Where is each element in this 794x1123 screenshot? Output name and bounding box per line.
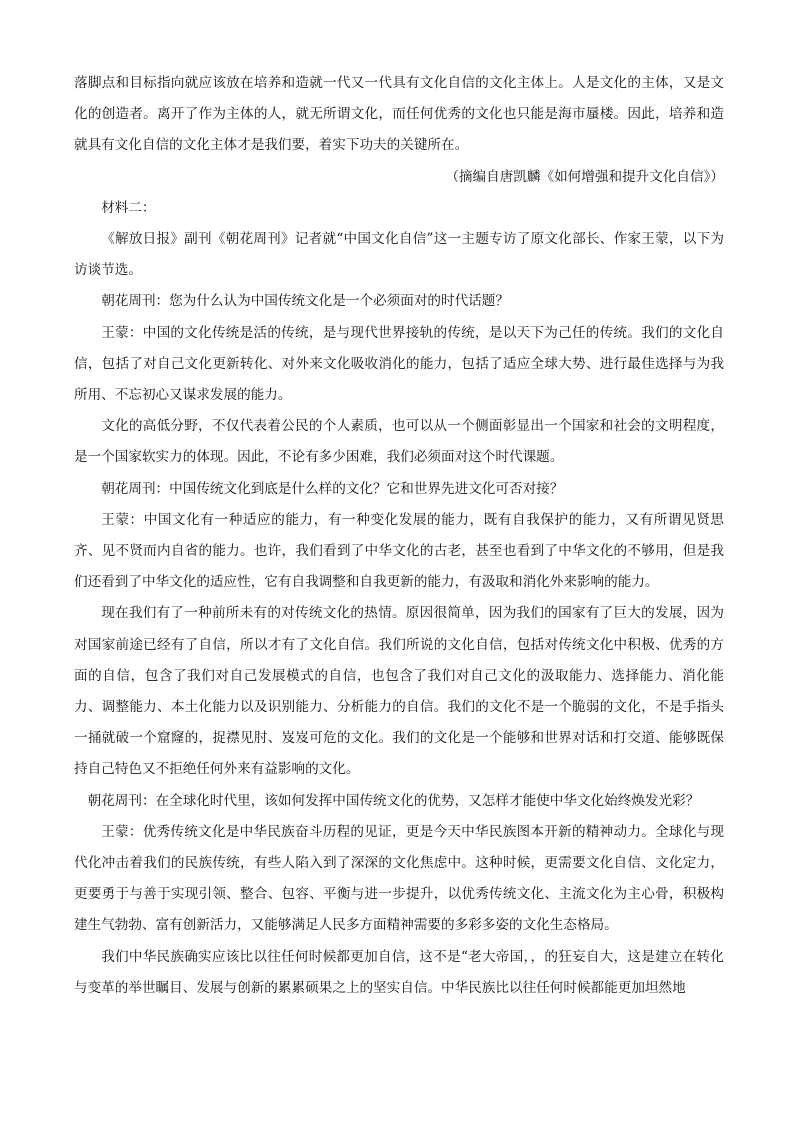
answer-1: 王蒙：中国的文化传统是活的传统，是与现代世界接轨的传统，是以天下为己任的传统。我们的文化自信，包括了对自己文化更新转化、对外来文化吸收消化的能力，包括了适应全球大势、进行最佳选择与为我所用、不忘初心又谋求发展的能力。 bbox=[74, 324, 724, 404]
question-3: 朝花周刊：在全球化时代里，该如何发挥中国传统文化的优势，又怎样才能使中华文化始终焕发光彩？ bbox=[87, 792, 700, 809]
section-heading-material-two: 材料二： bbox=[101, 199, 156, 216]
answer-3: 王蒙：优秀传统文化是中华民族奋斗历程的见证，更是今天中华民族图本开新的精神动力。全球化与现代化冲击着我们的民族传统，有些人陷入到了深深的文化焦虑中。这种时候，更需要文化自信、文化定力，更要勇于与善于实现引领、整合、包容、平衡与进一步提升，以优秀传统文化、主流文化为主心骨，积极构建生气勃勃、富有创新活力，又能够满足人民多方面精神需要的多彩多姿的文化生态格局。 bbox=[74, 823, 724, 934]
answer-2: 王蒙：中国文化有一种适应的能力，有一种变化发展的能力，既有自我保护的能力，又有所谓见贤思齐、见不贤而内自省的能力。也许，我们看到了中华文化的古老，甚至也看到了中华文化的不够用，但是我们还看到了中华文化的适应性，它有自我调整和自我更新的能力，有汲取和消化外来影响的能力。 bbox=[74, 511, 724, 591]
answer-2-continued: 现在我们有了一种前所未有的对传统文化的热情。原因很简单，因为我们的国家有了巨大的发展，因为对国家前途已经有了自信，所以才有了文化自信。我们所说的文化自信，包括对传统文化中积极、优秀的方面的自信，包含了我们对自己发展模式的自信，也包含了我们对自己文化的汲取能力、选择能力、消化能力、调整能力、本土化能力以及识别能力、分析能力的自信。我们的文化不是一个脆弱的文化，不是手指头一捅就破一个窟窿的，捉襟见肘、岌岌可危的文化。我们的文化是一个能够和世界对话和打交道、能够既保持自己特色又不拒绝任何外来有益影响的文化。 bbox=[74, 605, 724, 778]
question-2: 朝花周刊：中国传统文化到底是什么样的文化？它和世界先进文化可否对接？ bbox=[101, 480, 564, 497]
paragraph-interview-intro: 《解放日报》副刊《朝花周刊》记者就“中国文化自信”这一主题专访了原文化部长、作家王蒙，以下为访谈节选。 bbox=[74, 231, 724, 279]
answer-3-continued: 我们中华民族确实应该比以往任何时候都更加自信，这不是“老大帝国，，的狂妄自大，这是建立在转化与变革的举世瞩目、发展与创新的累累硕果之上的坚实自信。中华民族比以往任何时候都能更加坦然地 bbox=[74, 948, 724, 996]
answer-1-continued: 文化的高低分野，不仅代表着公民的个人素质，也可以从一个侧面彰显出一个国家和社会的文明程度，是一个国家软实力的体现。因此，不论有多少困难，我们必须面对这个时代课题。 bbox=[74, 418, 724, 466]
paragraph-intro-continuation: 落脚点和目标指向就应该放在培养和造就一代又一代具有文化自信的文化主体上。人是文化的主体，又是文化的创造者。离开了作为主体的人，就无所谓文化，而任何优秀的文化也只能是海市蜃楼。因此，培养和造就具有文化自信的文化主体才是我们要，着实下功夫的关键所在。 bbox=[74, 75, 724, 154]
question-1: 朝花周刊：您为什么认为中国传统文化是一个必须面对的时代话题？ bbox=[101, 293, 509, 310]
document-page bbox=[74, 68, 724, 1004]
source-citation: （摘编自唐凯麟《如何增强和提升文化自信》） bbox=[445, 168, 724, 185]
